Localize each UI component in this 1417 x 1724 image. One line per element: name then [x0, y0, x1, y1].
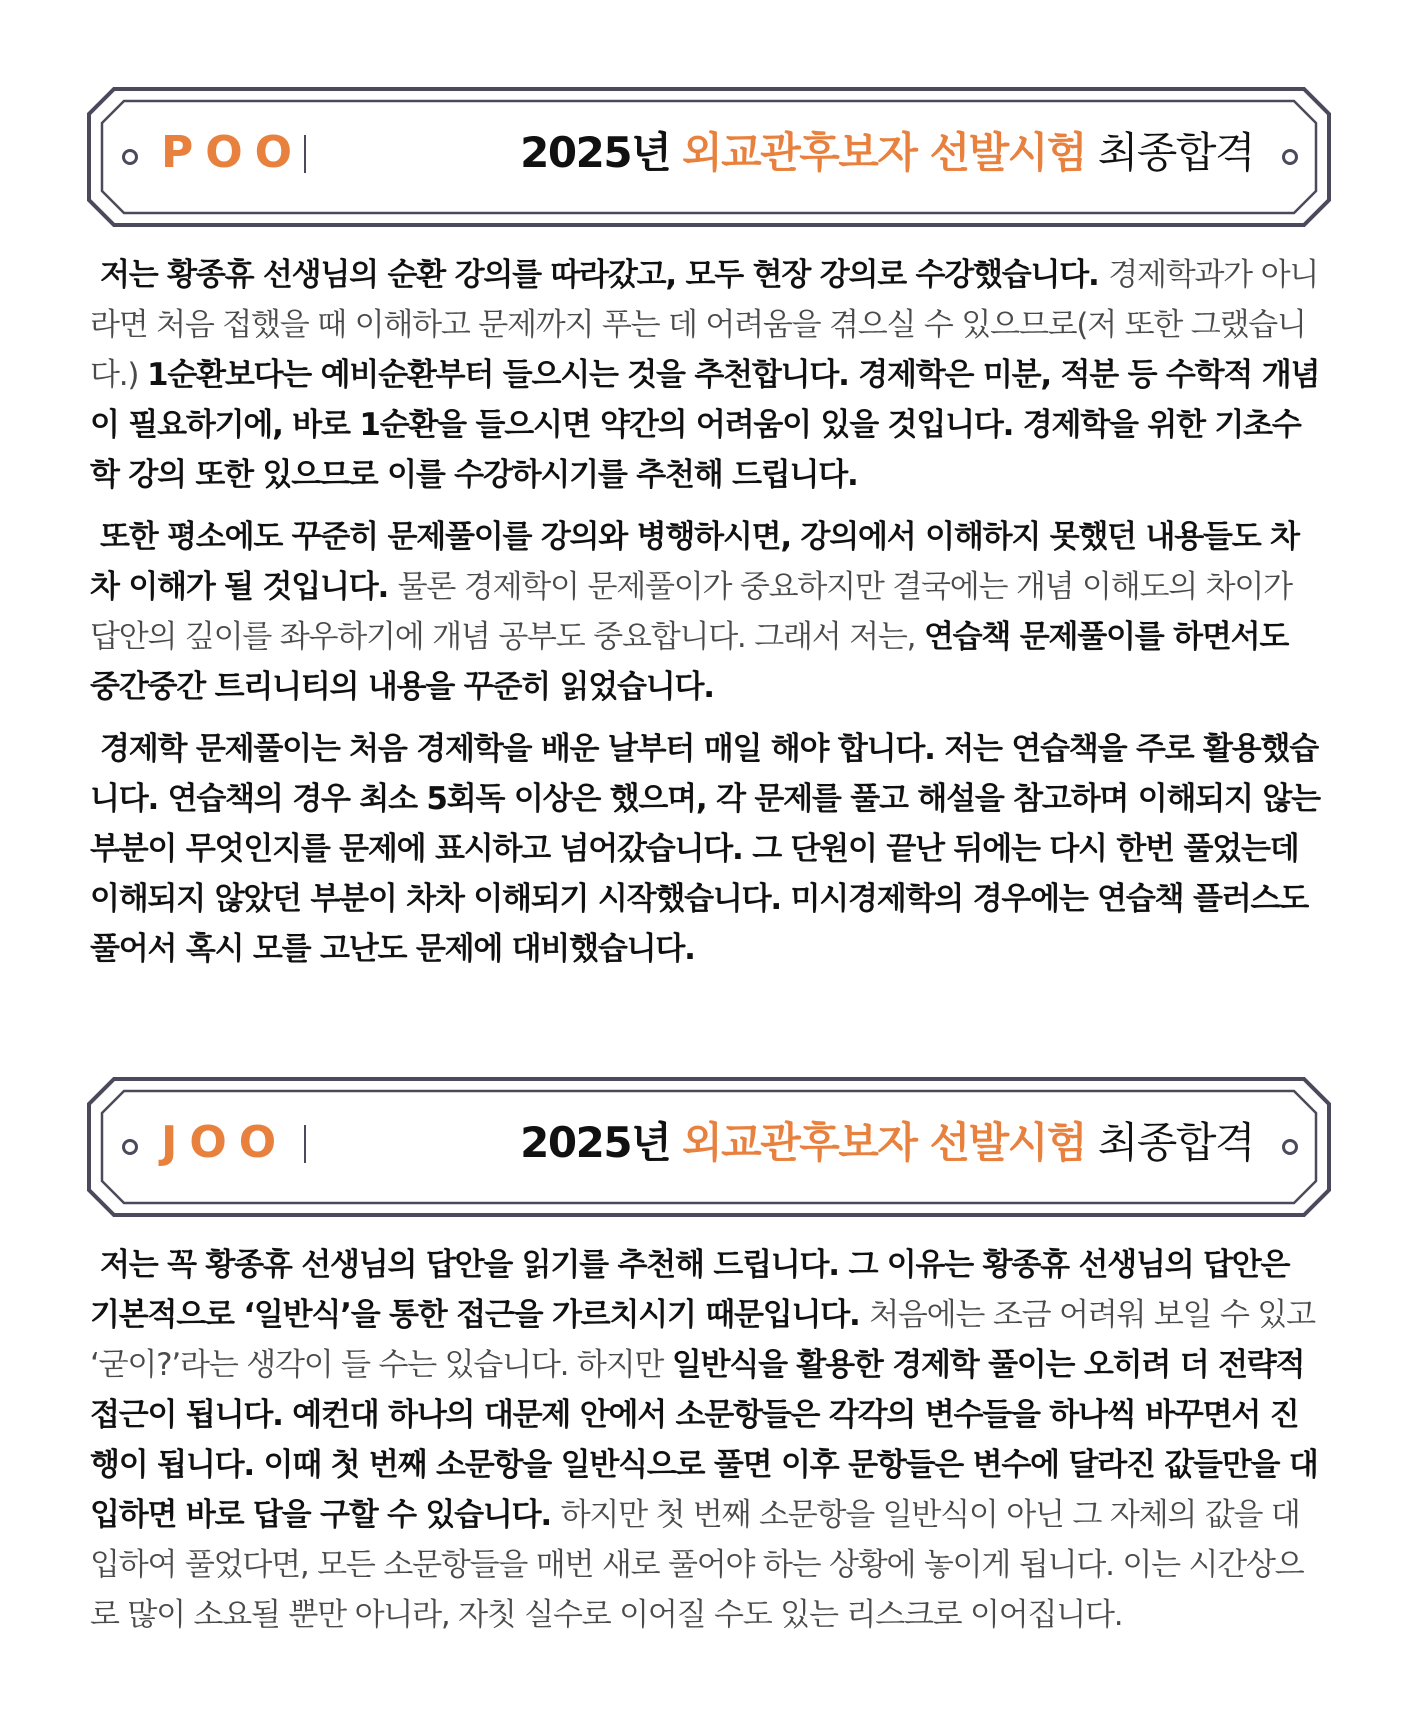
name-divider	[304, 1125, 306, 1163]
banner-title	[520, 125, 1254, 181]
title-year: 2025년	[520, 1118, 671, 1167]
banner-title	[520, 1115, 1254, 1171]
paragraph-bold-text: 1순환보다는 예비순환부터 들으시는 것을 추천합니다. 경제학은 미분, 적분 등 수학적 개념이 필요하기에, 바로 1순환을 들으시면 약간의 어려움이 있을 것입니다. 경제학을 위한 기초수학 강의 또한 있으므로 이를 수강하시기를 추천해 드립니다.	[90, 357, 1320, 493]
paragraph-bold-text: 저는 황종휴 선생님의 순환 강의를 따라갔고, 모두 현장 강의로 수강했습니다.	[100, 257, 1109, 293]
paragraph-plain-text: 하지만 첫 번째 소문항을 일반식이 아닌 그 자체의 값을 대입하여 풀었다면, 모든 소문항들을 매번 새로 풀어야 하는 상황에 놓이게 됩니다. 이는 시간상으로 많이 소요될 뿐만 아니라, 자칫 실수로 이어질 수도 있는 리스크로 이어집니다.	[90, 1497, 1304, 1633]
paragraph-bold-text: 경제학 문제풀이는 처음 경제학을 배운 날부터 매일 해야 합니다. 저는 연습책을 주로 활용했습니다. 연습책의 경우 최소 5회독 이상은 했으며, 각 문제를 풀고 해설을 참고하며 이해되지 않는 부분이 무엇인지를 문제에 표시하고 넘어갔습니다. 그 단원이 끝난 뒤에는 다시 한번 풀었는데 이해되지 않았던 부분이 차차 이해되기 시작했습니다. 미시경제학의 경우에는 연습책 플러스도 풀어서 혹시 모를 고난도 문제에 대비했습니다.	[90, 731, 1320, 967]
left-ornament-dot	[122, 149, 138, 165]
paragraph-plain-text: 경제학과가 아니라면 처음 접했을 때 이해하고 문제까지 푸는 데 어려움을 겪으실 수 있으므로(저 또한 그랬습니다.)	[90, 257, 1319, 393]
paragraph-bold-text: 저는 꼭 황종휴 선생님의 답안을 읽기를 추천해 드립니다. 그 이유는 황종휴 선생님의 답안은 기본적으로 ‘일반식’을 통한 접근을 가르치시기 때문입니다.	[90, 1247, 1290, 1333]
title-result: 최종합격	[1097, 1118, 1254, 1167]
paragraph-plain-text: 물론 경제학이 문제풀이가 중요하지만 결국에는 개념 이해도의 차이가 답안의 깊이를 좌우하기에 개념 공부도 중요합니다. 그래서 저는,	[90, 569, 1292, 655]
review-body	[90, 1240, 1326, 1652]
review-banner	[86, 87, 1332, 227]
title-exam: 외교관후보자 선발시험	[682, 128, 1086, 177]
right-ornament-dot	[1282, 149, 1298, 165]
right-ornament-dot	[1282, 1139, 1298, 1155]
left-ornament-dot	[122, 1139, 138, 1155]
paragraph-bold-text: 연습책 문제풀이를 하면서도 중간중간 트리니티의 내용을 꾸준히 읽었습니다.	[90, 619, 1289, 705]
title-year: 2025년	[520, 128, 671, 177]
review-body	[90, 250, 1326, 986]
review-paragraph	[90, 512, 1326, 712]
reviewer-name: POO	[161, 127, 305, 178]
review-paragraph	[90, 250, 1326, 500]
review-banner	[86, 1077, 1332, 1217]
review-paragraph	[90, 724, 1326, 974]
paragraph-bold-text: 일반식을 활용한 경제학 풀이는 오히려 더 전략적 접근이 됩니다. 예컨대 하나의 대문제 안에서 소문항들은 각각의 변수들을 하나씩 바꾸면서 진행이 됩니다. 이때 첫 번째 소문항을 일반식으로 풀면 이후 문항들은 변수에 달라진 값들만을 대입하면 바로 답을 구할 수 있습니다.	[90, 1347, 1318, 1533]
reviewer-name: JOO	[161, 1117, 289, 1168]
paragraph-plain-text: 처음에는 조금 어려워 보일 수 있고 ‘굳이?’라는 생각이 들 수는 있습니다. 하지만	[90, 1297, 1315, 1383]
review-paragraph	[90, 1240, 1326, 1640]
name-divider	[304, 135, 306, 173]
title-exam: 외교관후보자 선발시험	[682, 1118, 1086, 1167]
title-result: 최종합격	[1097, 128, 1254, 177]
paragraph-bold-text: 또한 평소에도 꾸준히 문제풀이를 강의와 병행하시면, 강의에서 이해하지 못했던 내용들도 차차 이해가 될 것입니다.	[90, 519, 1299, 605]
